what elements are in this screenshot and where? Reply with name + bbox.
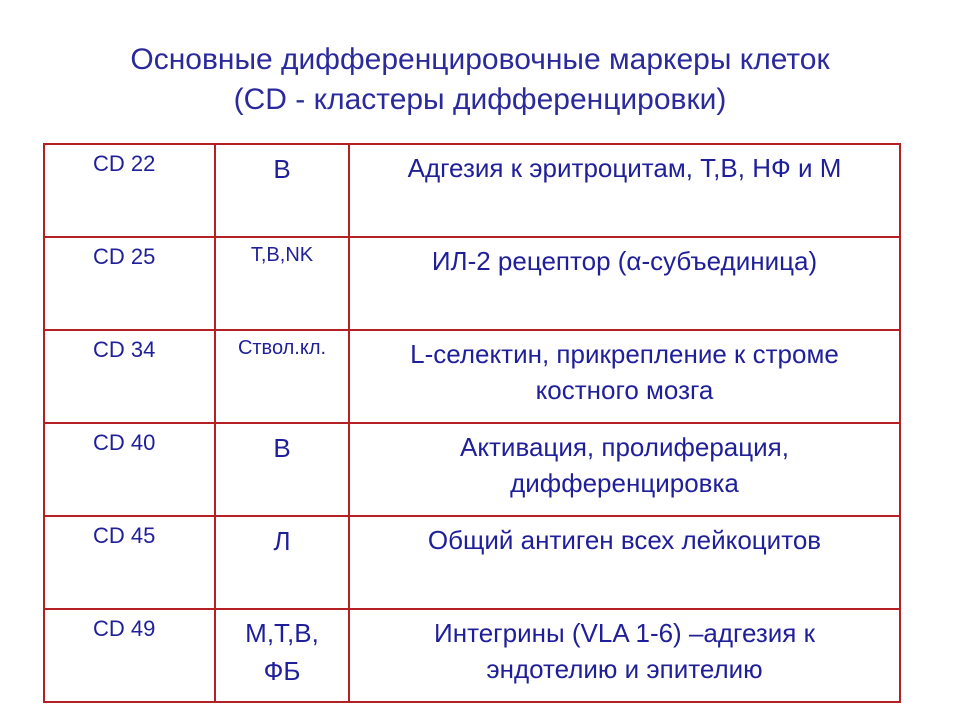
cell-type-cell xyxy=(215,609,349,702)
title-line-2: (CD - кластеры дифференцировки) xyxy=(233,83,727,116)
cd-cell: CD 45 xyxy=(44,516,215,609)
cell-type-text: Ствол.кл. xyxy=(237,337,327,359)
table-row xyxy=(44,237,900,330)
cd-cell: CD 34 xyxy=(44,330,215,423)
slide-title xyxy=(0,40,960,120)
function-cell xyxy=(349,144,900,237)
cd-cell: CD 22 xyxy=(44,144,215,237)
cd-markers-table xyxy=(43,143,901,703)
function-text: Адгезия к эритроцитам, Т,В, НФ и М xyxy=(407,153,842,183)
function-text-line-2: костного мозга xyxy=(535,375,714,405)
function-text: ИЛ-2 рецептор (α-субъединица) xyxy=(431,246,818,276)
table-row xyxy=(44,516,900,609)
function-text-line-1: Активация, пролиферация, xyxy=(460,432,789,462)
cell-type-cell xyxy=(215,330,349,423)
function-cell xyxy=(349,330,900,423)
cell-type-text: T,B,NK xyxy=(250,244,314,266)
cd-cell: CD 25 xyxy=(44,237,215,330)
cell-type-text-line-1: М,Т,В, xyxy=(245,618,319,648)
function-text-line-2: эндотелию и эпителию xyxy=(486,654,763,684)
table-row xyxy=(44,609,900,702)
cell-type-cell xyxy=(215,144,349,237)
function-text: Общий антиген всех лейкоцитов xyxy=(427,525,822,555)
function-text-line-2: дифференцировка xyxy=(510,468,739,498)
function-cell xyxy=(349,423,900,516)
table-row xyxy=(44,423,900,516)
table-row xyxy=(44,330,900,423)
function-text-line-1: Интегрины (VLA 1-6) –адгезия к xyxy=(434,618,815,648)
title-line-1: Основные дифференцировочные маркеры клеток xyxy=(130,43,830,76)
cd-cell: CD 40 xyxy=(44,423,215,516)
table-row xyxy=(44,144,900,237)
function-cell xyxy=(349,609,900,702)
cell-type-cell xyxy=(215,516,349,609)
cell-type-text: B xyxy=(273,433,291,463)
function-cell xyxy=(349,237,900,330)
cell-type-cell xyxy=(215,237,349,330)
function-text-line-1: L-селектин, прикрепление к строме xyxy=(410,339,839,369)
cell-type-text-line-2: ФБ xyxy=(263,656,301,686)
function-cell xyxy=(349,516,900,609)
cell-type-cell xyxy=(215,423,349,516)
cd-cell: CD 49 xyxy=(44,609,215,702)
cell-type-text: Л xyxy=(273,526,291,556)
cell-type-text: B xyxy=(273,154,291,184)
